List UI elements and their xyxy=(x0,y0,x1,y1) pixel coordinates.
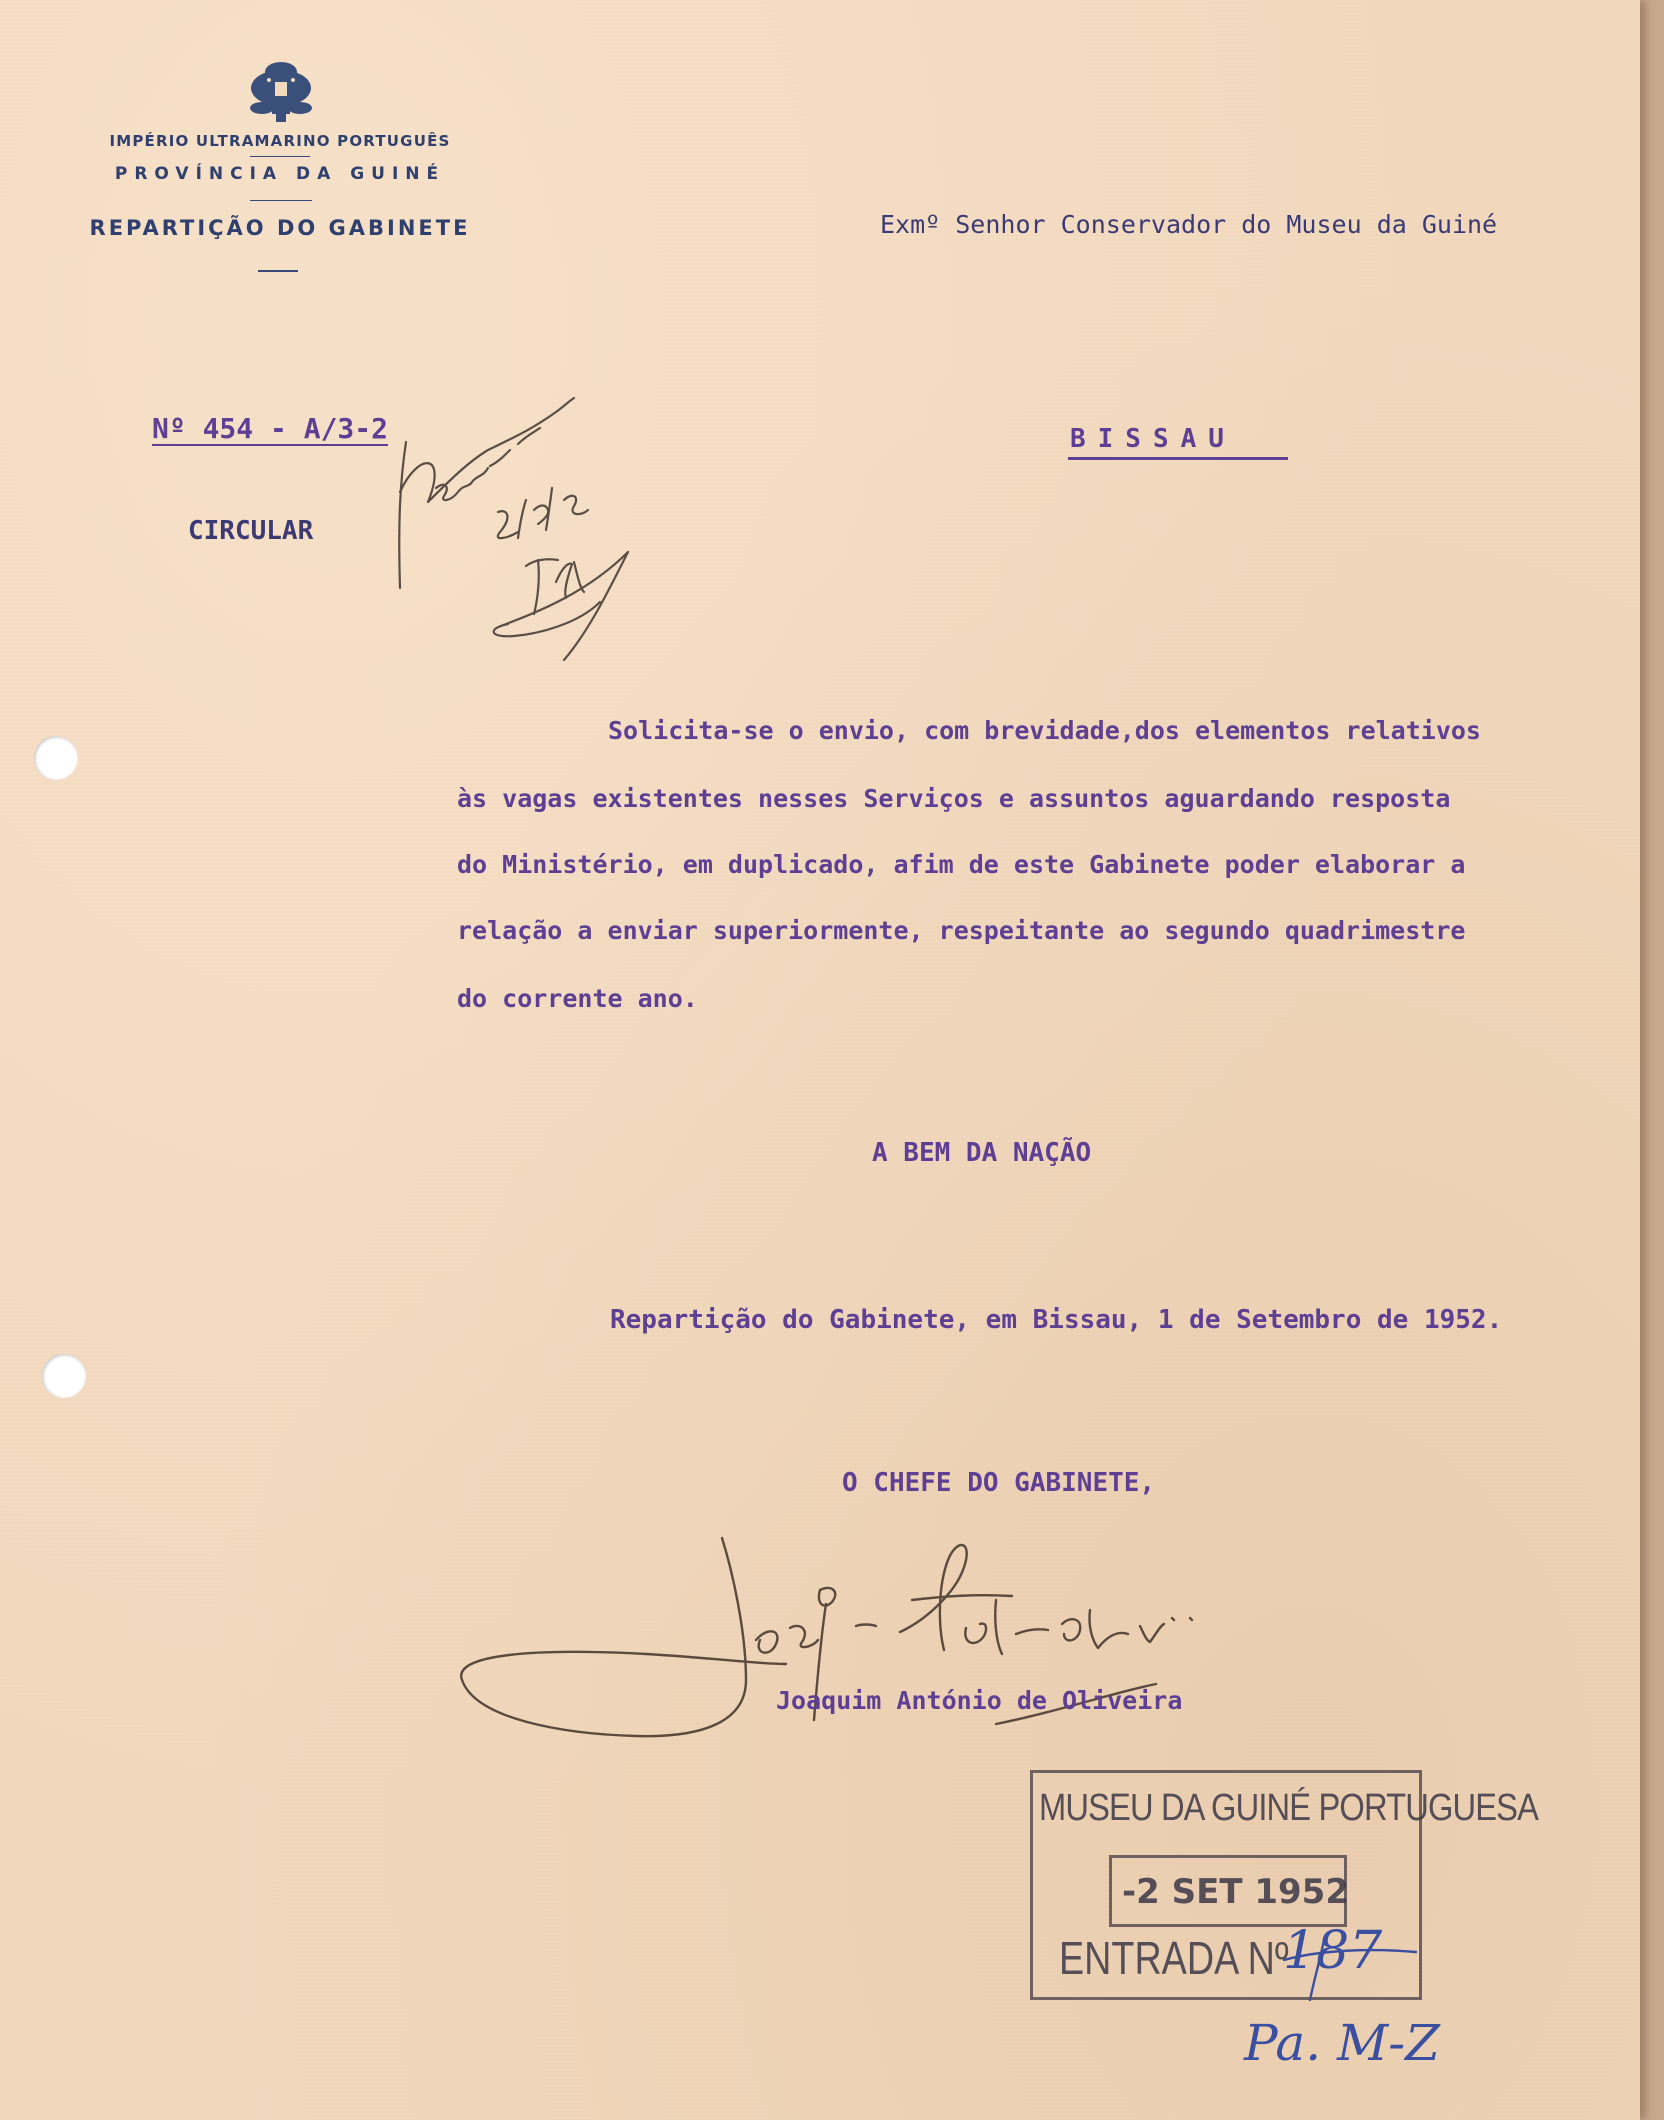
circular-label: CIRCULAR xyxy=(188,516,314,546)
reference-number: Nº 454 - A/3-2 xyxy=(152,412,389,445)
letterhead-rule xyxy=(250,156,310,157)
stamp-date: -2 SET 1952 xyxy=(1122,1872,1349,1912)
body-line: do Ministério, em duplicado, afim de este Gabinete poder elaborar a xyxy=(457,850,1466,879)
body-line: do corrente ano. xyxy=(457,984,698,1013)
city: BISSAU xyxy=(1070,424,1236,454)
body-line: às vagas existentes nesses Serviços e assuntos aguardando resposta xyxy=(457,784,1451,813)
body-line: Solicita-se o envio, com brevidade,dos elementos relativos xyxy=(608,716,1481,745)
letterhead-line-3: REPARTIÇÃO DO GABINETE xyxy=(89,216,471,240)
salutation: A BEM DA NAÇÃO xyxy=(872,1138,1092,1168)
addressee: Exmº Senhor Conservador do Museu da Guiné xyxy=(880,210,1498,239)
stamp-entry-label: ENTRADA Nº xyxy=(1059,1932,1289,1984)
city-underline xyxy=(1068,457,1288,460)
coat-of-arms-icon xyxy=(242,58,320,124)
ink-marks xyxy=(1280,1920,1420,2010)
stamp-entry-number: 187 xyxy=(1283,1921,1383,1981)
stamp-date-box xyxy=(1109,1855,1347,1927)
punch-hole-top xyxy=(34,736,78,780)
stamp-title: MUSEU DA GUINÉ PORTUGUESA xyxy=(1039,1787,1539,1829)
letterhead-rule xyxy=(250,200,312,201)
place-and-date: Repartição do Gabinete, em Bissau, 1 de Setembro de 1952. xyxy=(610,1305,1503,1335)
handwritten-code: Pa. M-Z xyxy=(1244,2014,1440,2072)
letterhead-line-1: IMPÉRIO ULTRAMARINO PORTUGUÊS xyxy=(109,132,451,150)
punch-hole-bottom xyxy=(42,1354,86,1398)
signature xyxy=(456,1530,1356,1750)
handwritten-note xyxy=(388,392,638,664)
signer-name: Joaquim António de Oliveira xyxy=(776,1686,1183,1715)
letterhead-rule xyxy=(258,270,298,272)
letterhead-line-2: PROVÍNCIA DA GUINÉ xyxy=(114,164,446,184)
body-line: relação a enviar superiormente, respeitante ao segundo quadrimestre xyxy=(457,916,1466,945)
signature-title: O CHEFE DO GABINETE, xyxy=(842,1468,1156,1498)
